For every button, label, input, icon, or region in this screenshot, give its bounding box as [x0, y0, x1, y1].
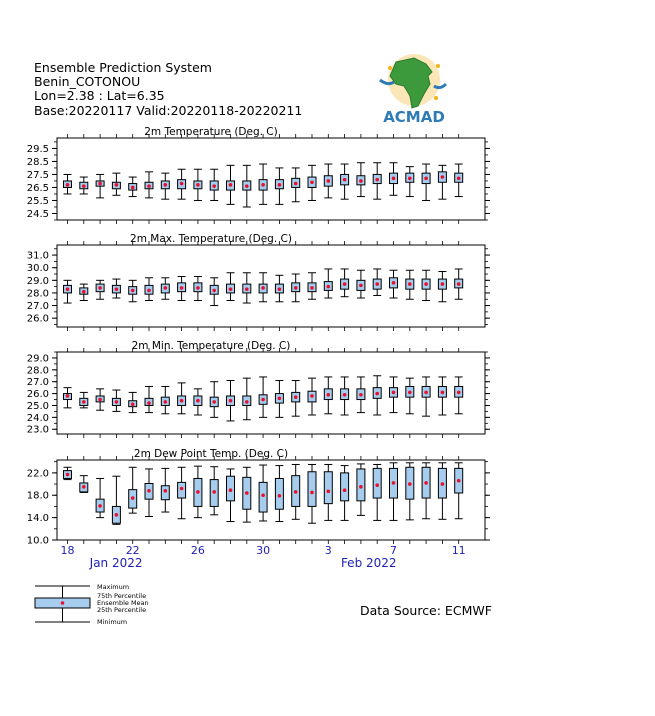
y-tick-label: 26.5: [26, 182, 49, 194]
x-tick-label: 18: [60, 544, 75, 557]
x-tick-label: 7: [390, 544, 397, 557]
panel-title-4: 2m Dew Point Temp. (Deg. C): [133, 448, 289, 460]
panel-title-1: 2m Temperature (Deg. C): [144, 126, 278, 138]
month-label: Feb 2022: [340, 556, 397, 570]
legend-mean-label: Ensemble Mean: [97, 599, 149, 607]
y-tick-label: 25.5: [26, 195, 49, 207]
y-tick-label: 28.0: [26, 288, 49, 300]
system-title: Ensemble Prediction System: [34, 60, 212, 75]
y-tick-label: 24.5: [26, 208, 49, 220]
x-tick-label: 30: [256, 544, 271, 557]
x-tick-label: 11: [451, 544, 466, 557]
x-tick-label: 22: [125, 544, 140, 557]
y-tick-label: 27.5: [26, 169, 49, 181]
y-tick-label: 22.0: [26, 468, 49, 480]
y-tick-label: 14.0: [26, 513, 49, 525]
y-tick-label: 29.5: [26, 143, 49, 155]
x-tick-label: 3: [324, 544, 332, 557]
y-tick-label: 26.0: [26, 313, 49, 325]
y-tick-label: 30.0: [26, 263, 49, 275]
legend-p75-label: 75th Percentile: [97, 592, 147, 600]
logo-text: ACMAD: [383, 108, 445, 126]
location-label: Benin_COTONOU: [34, 74, 141, 89]
legend-min-label: Minimum: [97, 618, 128, 626]
y-tick-label: 10.0: [26, 535, 49, 547]
y-tick-label: 29.0: [26, 353, 49, 365]
y-tick-label: 31.0: [26, 250, 49, 262]
y-tick-label: 24.0: [26, 412, 49, 424]
legend-mean-dot: [61, 601, 65, 605]
y-tick-label: 28.0: [26, 365, 49, 377]
y-tick-label: 27.0: [26, 377, 49, 389]
legend-p25-label: 25th Percentile: [97, 606, 147, 614]
data-source-label: Data Source: ECMWF: [360, 603, 492, 618]
y-tick-label: 18.0: [26, 490, 49, 502]
panel-title-3: 2m Min. Temperature (Deg. C): [131, 340, 291, 352]
y-tick-label: 29.0: [26, 275, 49, 287]
y-tick-label: 25.0: [26, 400, 49, 412]
month-label: Jan 2022: [89, 556, 143, 570]
y-tick-label: 23.0: [26, 424, 49, 436]
legend-max-label: Maximum: [97, 583, 130, 591]
y-tick-label: 26.0: [26, 389, 49, 401]
x-tick-label: 26: [190, 544, 205, 557]
panel-title-2: 2m Max. Temperature (Deg. C): [130, 233, 292, 245]
coords-label: Lon=2.38 : Lat=6.35: [34, 88, 165, 103]
y-tick-label: 28.5: [26, 156, 49, 168]
base-valid-label: Base:20220117 Valid:20220118-20220211: [34, 103, 303, 118]
y-tick-label: 27.0: [26, 301, 49, 313]
